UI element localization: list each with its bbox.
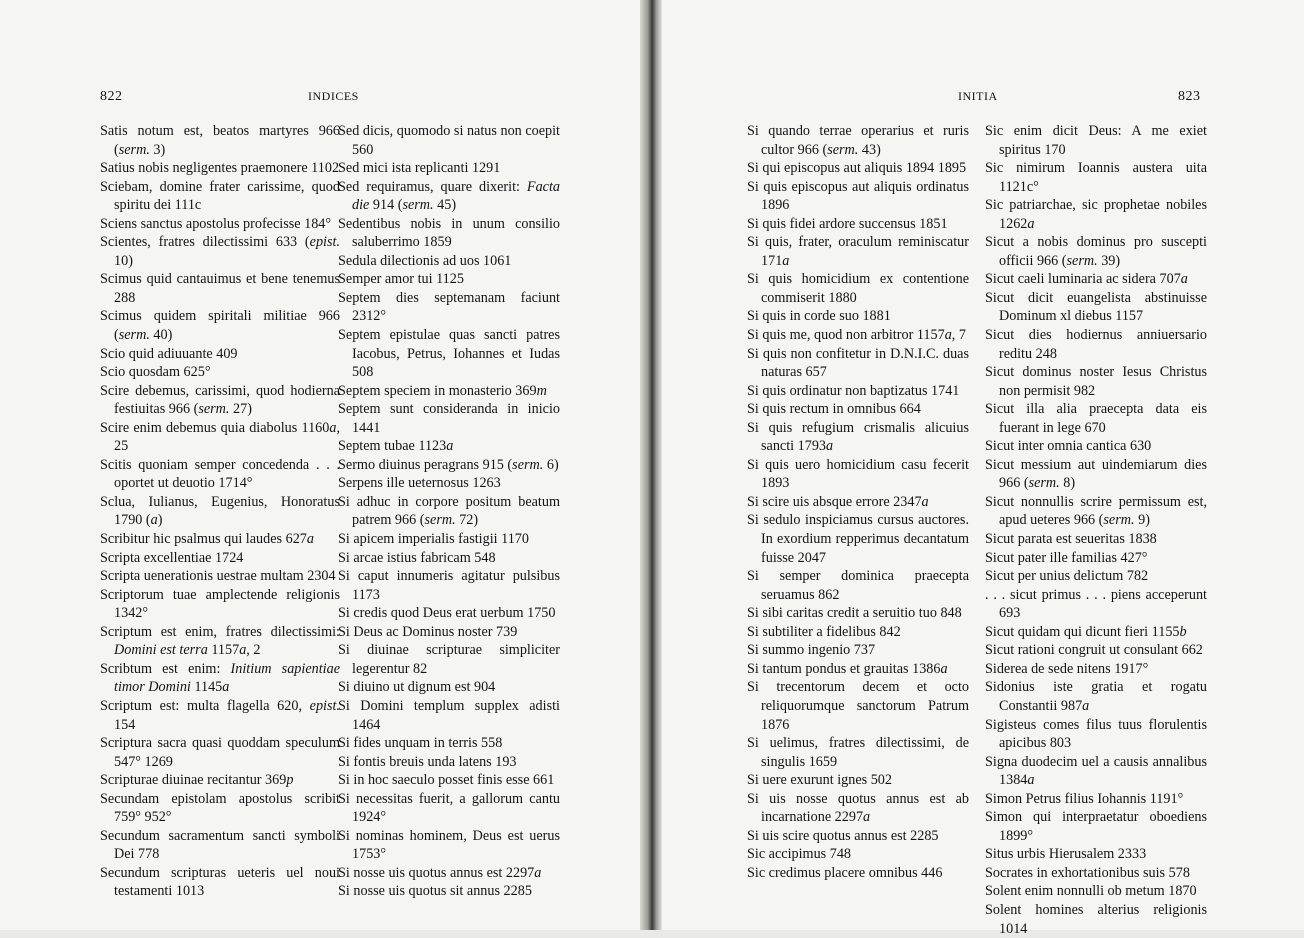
index-entry: Scribtum est enim: Initium sapientiae timor Domini 1145a <box>100 660 340 696</box>
index-entry: Solent enim nonnulli ob metum 1870 <box>985 883 1197 900</box>
index-entry: Sic accipimus 748 <box>747 846 852 863</box>
index-entry: Sed mici ista replicanti 1291 <box>338 160 501 177</box>
index-entry: Si semper dominica praecepta seruamus 862 <box>747 568 969 603</box>
index-entry: Si quis rectum in omnibus 664 <box>747 401 921 418</box>
index-entry: Si tantum pondus et grauitas 1386a <box>747 660 948 677</box>
index-entry: Sic patriarchae, sic prophetae nobiles 1262a <box>985 197 1207 232</box>
index-entry: Sigisteus comes filus tuus florulentis apicibus 803 <box>985 716 1207 752</box>
index-entry: Sicut illa alia praecepta data eis fuerant in lege 670 <box>985 401 1207 436</box>
index-entry: Sclua, Iulianus, Eugenius, Honoratus 1790 (a) <box>100 493 340 529</box>
index-entry: Si summo ingenio 737 <box>747 642 876 659</box>
index-entry: Scripta excellentiae 1724 <box>100 549 244 566</box>
index-entry: Si nosse uis quotus annus est 2297a <box>338 864 542 881</box>
index-entry: Si credis quod Deus erat uerbum 1750 <box>338 605 556 622</box>
index-entry: Scriptura sacra quasi quoddam speculum 547° 1269 <box>100 735 340 770</box>
index-entry: Scriptorum tuae amplectende religionis 1342° <box>100 586 340 622</box>
index-entry: Sicut a nobis dominus pro suscepti officii 966 (serm. 39) <box>985 234 1207 269</box>
index-entry: Septem tubae 1123a <box>338 438 454 455</box>
index-entry: Signa duodecim uel a causis annalibus 1384a <box>985 753 1207 789</box>
index-entry: Scripta uenerationis uestrae multam 2304 <box>100 568 336 585</box>
index-entry: Sic nimirum Ioannis austera uita 1121c° <box>985 160 1207 195</box>
index-entry: Si in hoc saeculo posset finis esse 661 <box>338 772 555 789</box>
index-entry: Si quando terrae operarius et ruris cultor 966 (serm. 43) <box>747 123 969 158</box>
index-entry: Sic enim dicit Deus: A me exiet spiritus 170 <box>985 123 1207 158</box>
index-entry: Si quis non confitetur in D.N.I.C. duas naturas 657 <box>747 345 969 381</box>
index-entry: Scire enim debemus quia diabolus 1160a, 25 <box>100 419 340 455</box>
index-entry: Si fides unquam in terris 558 <box>338 735 503 752</box>
index-column-left-2 <box>338 122 560 901</box>
book-gutter <box>640 0 662 930</box>
index-entry: Si quis homicidium ex contentione commiserit 1880 <box>747 271 969 306</box>
index-entry: Satius nobis negligentes praemonere 1102 <box>100 160 340 177</box>
index-entry: Semper amor tui 1125 <box>338 271 464 288</box>
index-entry: Si uis scire quotus annus est 2285 <box>747 827 939 844</box>
index-entry: Sicut parata est seueritas 1838 <box>985 531 1157 548</box>
index-entry: Si quis refugium crismalis alicuius sancti 1793a <box>747 419 969 455</box>
index-entry: Sedentibus nobis in unum consilio saluberrimo 1859 <box>338 215 560 251</box>
index-entry: Scitis quoniam semper concedenda . . . oportet ut deuotio 1714° <box>100 456 340 492</box>
index-entry: Si apicem imperialis fastigii 1170 <box>338 531 529 548</box>
index-entry: Si quis in corde suo 1881 <box>747 308 891 325</box>
index-entry: Secundum scripturas ueteris uel noui testamenti 1013 <box>100 864 340 900</box>
index-entry: Scriptum est enim, fratres dilectissimi: Domini est terra 1157a, 2 <box>100 623 340 659</box>
running-head-right: INITIA <box>958 89 998 103</box>
index-entry: Sicut pater ille familias 427° <box>985 549 1148 566</box>
index-entry: Si nominas hominem, Deus est uerus 1753° <box>338 827 560 863</box>
index-entry: Sicut quidam qui dicunt fieri 1155b <box>985 623 1187 640</box>
index-entry: Sicut caeli luminaria ac sidera 707a <box>985 271 1188 288</box>
index-entry: Sicut dominus noster Iesus Christus non permisit 982 <box>985 364 1207 399</box>
index-entry: Scientes, fratres dilectissimi 633 (epist. 10) <box>100 234 340 269</box>
index-entry: Si adhuc in corpore positum beatum patrem 966 (serm. 72) <box>338 493 560 529</box>
index-entry: Si sibi caritas credit a seruitio tuo 848 <box>747 605 962 622</box>
index-entry: Solent homines alterius religionis 1014 <box>985 901 1207 937</box>
index-column-right-1 <box>747 122 969 882</box>
index-entry: Sic credimus placere omnibus 446 <box>747 864 943 881</box>
index-entry: Simon Petrus filius Iohannis 1191° <box>985 790 1184 807</box>
index-entry: Si quis ordinatur non baptizatus 1741 <box>747 382 960 399</box>
index-entry: Si quis fidei ardore succensus 1851 <box>747 215 948 232</box>
index-entry: Si quis uero homicidium casu fecerit 1893 <box>747 456 969 492</box>
index-entry: Septem speciem in monasterio 369m <box>338 382 547 399</box>
index-entry: Si trecentorum decem et octo reliquorumque sanctorum Patrum 1876 <box>747 679 969 733</box>
index-entry: Septem dies septemanam faciunt 2312° <box>338 289 560 325</box>
index-entry: Si quis episcopus aut aliquis ordinatus 1896 <box>747 178 969 214</box>
index-column-left-1 <box>100 122 340 901</box>
index-entry: Sed dicis, quomodo si natus non coepit 560 <box>338 123 560 158</box>
index-entry: Scimus quidem spiritali militiae 966 (serm. 40) <box>100 308 340 344</box>
index-entry: Scio quosdam 625° <box>100 364 211 381</box>
index-entry: Satis notum est, beatos martyres 966 (serm. 3) <box>100 123 340 158</box>
index-entry: Sicut dicit euangelista abstinuisse Dominum xl diebus 1157 <box>985 289 1207 325</box>
index-entry: Sicut per unius delictum 782 <box>985 568 1149 585</box>
index-entry: Si diuinae scripturae simpliciter legerentur 82 <box>338 642 560 677</box>
index-entry: Si quis, frater, oraculum reminiscatur 171a <box>747 234 969 269</box>
index-entry: Sicut nonnullis scrire permissum est, apud ueteres 966 (serm. 9) <box>985 493 1207 529</box>
index-entry: Si uere exurunt ignes 502 <box>747 772 892 789</box>
index-entry: Sciens sanctus apostolus profecisse 184° <box>100 215 332 232</box>
index-column-right-2 <box>985 122 1207 938</box>
running-head-left: INDICES <box>308 89 359 103</box>
index-entry: Secundam epistolam apostolus scribit 759° 952° <box>100 790 340 826</box>
index-entry: Si arcae istius fabricam 548 <box>338 549 496 566</box>
index-entry: Scribitur hic psalmus qui laudes 627a <box>100 531 314 548</box>
index-entry: Si necessitas fuerit, a gallorum cantu 1924° <box>338 790 560 826</box>
index-entry: Scimus quid cantauimus et bene tenemus 288 <box>100 271 340 306</box>
index-entry: Septem epistulae quas sancti patres Iacobus, Petrus, Iohannes et Iudas 508 <box>338 327 560 381</box>
index-entry: Simon qui interpraetatur oboediens 1899° <box>985 809 1207 844</box>
index-entry: Si Deus ac Dominus noster 739 <box>338 623 518 640</box>
index-entry: Situs urbis Hierusalem 2333 <box>985 846 1147 863</box>
index-entry: Sicut messium aut uindemiarum dies 966 (serm. 8) <box>985 456 1207 492</box>
index-entry: Si uis nosse quotus annus est ab incarnatione 2297a <box>747 790 969 826</box>
index-entry: Si nosse uis quotus sit annus 2285 <box>338 883 532 900</box>
index-entry: Serpens ille ueternosus 1263 <box>338 475 501 492</box>
index-entry: Sed requiramus, quare dixerit: Facta die 914 (serm. 45) <box>338 178 560 214</box>
index-entry: . . . sicut primus . . . piens acceperunt 693 <box>985 586 1207 622</box>
index-entry: Sciebam, domine frater carissime, quod spiritu dei 111c <box>100 178 340 214</box>
index-entry: Secundum sacramentum sancti symboli Dei 778 <box>100 827 340 863</box>
index-entry: Si diuino ut dignum est 904 <box>338 679 496 696</box>
index-entry: Si subtiliter a fidelibus 842 <box>747 623 901 640</box>
index-entry: Sidonius iste gratia et rogatu Constantii 987a <box>985 679 1207 714</box>
index-entry: Scripturae diuinae recitantur 369p <box>100 772 294 789</box>
index-entry: Sicut rationi congruit ut consulant 662 <box>985 642 1203 659</box>
index-entry: Si fontis breuis unda latens 193 <box>338 753 517 770</box>
index-entry: Septem sunt consideranda in inicio 1441 <box>338 401 560 436</box>
index-entry: Si uelimus, fratres dilectissimi, de singulis 1659 <box>747 735 969 770</box>
page-number-right: 823 <box>1178 89 1201 104</box>
index-entry: Sicut dies hodiernus anniuersario reditu 248 <box>985 327 1207 362</box>
index-entry: Socrates in exhortationibus suis 578 <box>985 864 1190 881</box>
index-entry: Si sedulo inspiciamus cursus auctores. In exordium repperimus decantatum fuisse 2047 <box>747 512 969 566</box>
index-entry: Sedula dilectionis ad uos 1061 <box>338 252 512 269</box>
index-entry: Si caput innumeris agitatur pulsibus 1173 <box>338 568 560 603</box>
index-entry: Sicut inter omnia cantica 630 <box>985 438 1152 455</box>
index-entry: Si Domini templum supplex adisti 1464 <box>338 697 560 733</box>
index-entry: Scio quid adiuuante 409 <box>100 345 238 362</box>
index-entry: Si scire uis absque errore 2347a <box>747 493 929 510</box>
index-entry: Si quis me, quod non arbitror 1157a, 7 <box>747 327 966 344</box>
index-entry: Si qui episcopus aut aliquis 1894 1895 <box>747 160 967 177</box>
index-entry: Scire debemus, carissimi, quod hodierna festiuitas 966 (serm. 27) <box>100 382 340 418</box>
index-entry: Siderea de sede nitens 1917° <box>985 660 1149 677</box>
page-number-left: 822 <box>100 89 123 104</box>
index-entry: Sermo diuinus peragrans 915 (serm. 6) <box>338 456 559 473</box>
index-entry: Scriptum est: multa flagella 620, epist. 154 <box>100 697 340 733</box>
